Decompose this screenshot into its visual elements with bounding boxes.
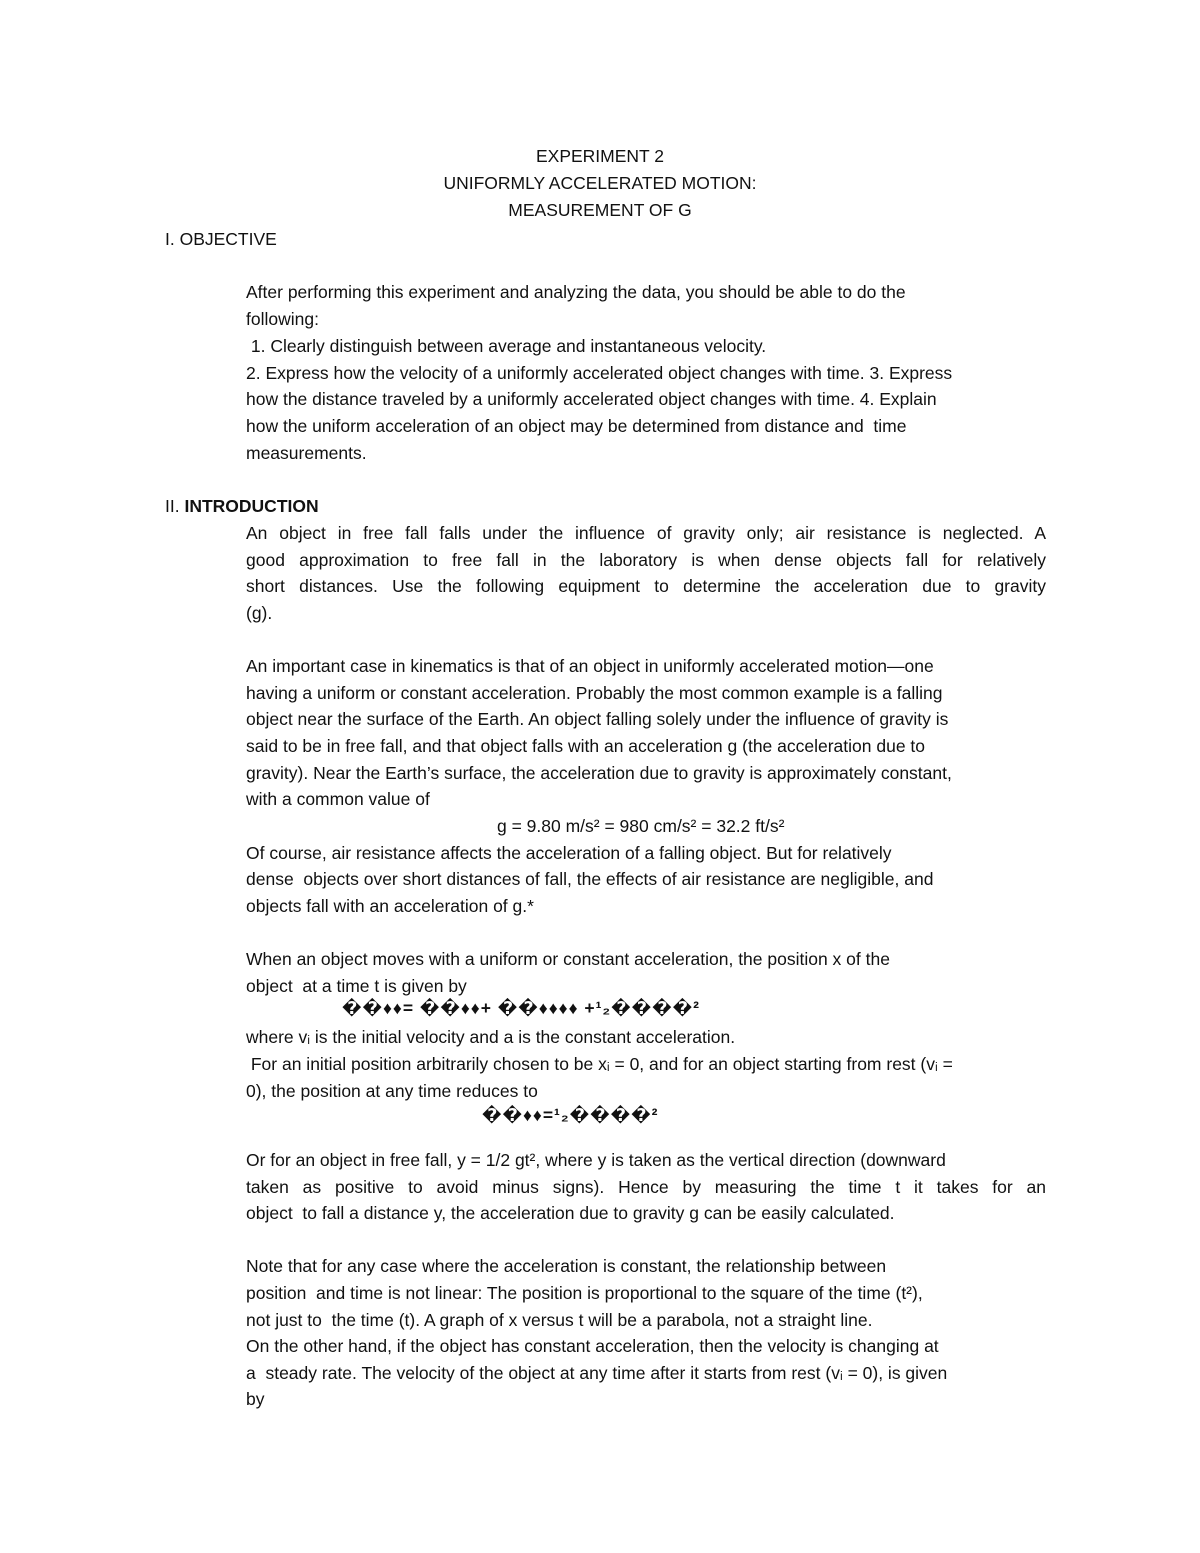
intro-p1-line: good approximation to free fall in the laboratory is when dense objects fall for relatively	[246, 550, 1046, 570]
intro-p1-line: short distances. Use the following equipment to determine the acceleration due to gravity	[246, 576, 1046, 596]
intro-p2-line: object near the surface of the Earth. An object falling solely under the influence of gravity is	[246, 709, 949, 729]
objective-line: After performing this experiment and analyzing the data, you should be able to do the	[246, 282, 906, 302]
intro-p5-line: 0), the position at any time reduces to	[246, 1081, 538, 1101]
intro-p6-line: Or for an object in free fall, y = 1/2 gt², where y is taken as the vertical direction (downward	[246, 1150, 946, 1170]
intro-p6-line: object to fall a distance y, the acceleration due to gravity g can be easily calculated.	[246, 1203, 895, 1223]
objective-line: 1. Clearly distinguish between average and instantaneous velocity.	[246, 336, 767, 356]
intro-p7-line: not just to the time (t). A graph of x versus t will be a parabola, not a straight line.	[246, 1310, 873, 1330]
title-line-1: EXPERIMENT 2	[535, 146, 665, 166]
reduced-position-equation: ��♦♦=¹₂����²	[482, 1105, 659, 1125]
position-equation: ��♦♦= ��♦♦+ ��♦♦♦♦ +¹₂����²	[342, 998, 700, 1018]
objective-line: following:	[246, 309, 319, 329]
intro-p1-line: An object in free fall falls under the influence of gravity only; air resistance is neglected. A	[246, 523, 1046, 543]
objective-line: measurements.	[246, 443, 367, 463]
intro-p7-line: by	[246, 1389, 265, 1409]
introduction-heading-number: II.	[165, 496, 180, 516]
intro-p4-line: When an object moves with a uniform or constant acceleration, the position x of the	[246, 949, 890, 969]
objective-line: how the distance traveled by a uniformly accelerated object changes with time. 4. Explain	[246, 389, 937, 409]
intro-p5-line: where vᵢ is the initial velocity and a is the constant acceleration.	[246, 1027, 736, 1047]
objective-line: how the uniform acceleration of an object may be determined from distance and time	[246, 416, 907, 436]
objective-line: 2. Express how the velocity of a uniformly accelerated object changes with time. 3. Express	[246, 363, 953, 383]
g-value-equation: g = 9.80 m/s² = 980 cm/s² = 32.2 ft/s²	[497, 816, 785, 836]
objective-heading: I. OBJECTIVE	[165, 229, 277, 249]
intro-p2-line: An important case in kinematics is that of an object in uniformly accelerated motion—one	[246, 656, 934, 676]
intro-p3-line: objects fall with an acceleration of g.*	[246, 896, 534, 916]
intro-p7-line: position and time is not linear: The position is proportional to the square of the time (t²),	[246, 1283, 923, 1303]
intro-p5-line: For an initial position arbitrarily chosen to be xᵢ = 0, and for an object starting from rest (vᵢ =	[246, 1054, 953, 1074]
title-line-3: MEASUREMENT OF G	[508, 200, 692, 220]
intro-p6-line: taken as positive to avoid minus signs). Hence by measuring the time t it takes for an	[246, 1177, 1046, 1197]
introduction-heading	[165, 493, 319, 519]
intro-p2-line: gravity). Near the Earth’s surface, the acceleration due to gravity is approximately constant,	[246, 763, 952, 783]
title-line-2: UNIFORMLY ACCELERATED MOTION:	[443, 173, 757, 193]
intro-p1-line: (g).	[246, 603, 273, 623]
intro-p7-line: a steady rate. The velocity of the object at any time after it starts from rest (vᵢ = 0), is given	[246, 1363, 948, 1383]
intro-p7-line: Note that for any case where the acceleration is constant, the relationship between	[246, 1256, 887, 1276]
intro-p4-line: object at a time t is given by	[246, 976, 467, 996]
intro-p3-line: dense objects over short distances of fall, the effects of air resistance are negligible, and	[246, 869, 934, 889]
intro-p2-line: having a uniform or constant acceleration. Probably the most common example is a falling	[246, 683, 943, 703]
intro-p2-line: said to be in free fall, and that object falls with an acceleration g (the acceleration due to	[246, 736, 926, 756]
intro-p3-line: Of course, air resistance affects the acceleration of a falling object. But for relatively	[246, 843, 892, 863]
intro-p7-line: On the other hand, if the object has constant acceleration, then the velocity is changing at	[246, 1336, 939, 1356]
intro-p2-line: with a common value of	[246, 789, 430, 809]
introduction-heading-text: INTRODUCTION	[184, 496, 319, 516]
